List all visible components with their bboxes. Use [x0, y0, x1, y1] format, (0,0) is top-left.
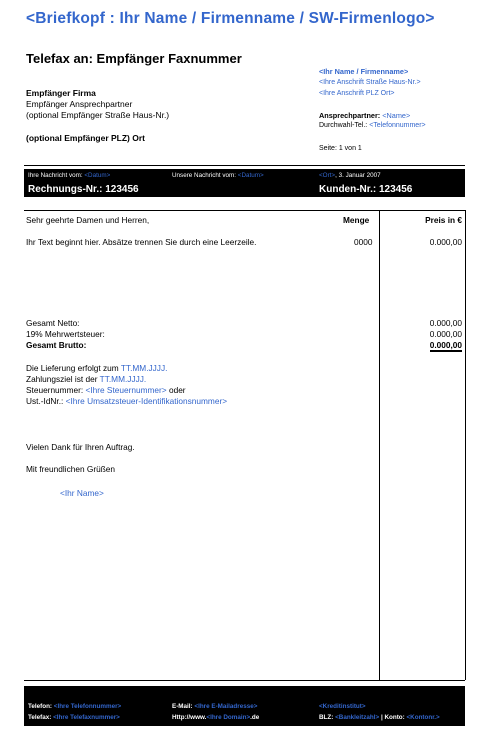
customer-number: Kunden-Nr.: 123456 — [319, 184, 413, 195]
footer-blz-label: BLZ: — [319, 714, 334, 721]
vat-value: 0.000,00 — [429, 329, 462, 339]
recipient-company: Empfänger Firma — [26, 88, 96, 98]
signature-name: <Ihr Name> — [60, 488, 104, 498]
thanks-text: Vielen Dank für Ihren Auftrag. — [26, 442, 135, 452]
divider-footer — [24, 680, 465, 681]
delivery-date-value: TT.MM.JJJJ. — [120, 363, 168, 373]
net-total-label: Gesamt Netto: — [26, 318, 80, 328]
footer-bank: <Kreditinstitut> — [319, 703, 366, 710]
place-value: <Ort> — [319, 172, 336, 179]
gross-total-value: 0.000,00 — [429, 340, 462, 350]
divider-table — [24, 210, 465, 211]
footer-web-suffix: .de — [250, 714, 260, 721]
footer-fax-value: <Ihre Telefaxnummer> — [53, 714, 120, 721]
payment-date — [26, 374, 146, 384]
footer-web — [172, 714, 259, 721]
our-message-date — [172, 172, 264, 179]
sender-name: <Ihr Name / Firmenname> — [319, 67, 409, 76]
item-quantity: 0000 — [354, 237, 373, 247]
recipient-contact: Empfänger Ansprechpartner — [26, 99, 133, 109]
recipient-street: (optional Empfänger Straße Haus-Nr.) — [26, 110, 170, 120]
footer-bank-details — [319, 714, 440, 721]
delivery-date — [26, 363, 167, 373]
footer-web-value: <Ihre Domain> — [206, 714, 251, 721]
column-header-quantity: Menge — [343, 215, 370, 225]
footer-blz-value: <Bankleitzahl> — [335, 714, 380, 721]
regards-text: Mit freundlichen Grüßen — [26, 464, 116, 474]
footer-email-label: E-Mail: — [172, 703, 193, 710]
our-message-label: Unsere Nachricht vom: — [172, 172, 237, 179]
date-value: , 3. Januar 2007 — [335, 172, 381, 179]
sender-city: <Ihre Anschrift PLZ Ort> — [319, 90, 395, 97]
page-number: Seite: 1 von 1 — [319, 145, 362, 152]
footer-bar — [24, 686, 465, 726]
vat-id — [26, 396, 227, 406]
footer-phone — [28, 703, 121, 710]
sender-extension — [319, 122, 426, 129]
payment-prefix: Zahlungsziel ist der — [26, 374, 100, 384]
letterhead-title: <Briefkopf : Ihr Name / Firmenname / SW-Firmenlogo> — [26, 10, 435, 27]
sender-extension-label: Durchwahl-Tel.: — [319, 122, 368, 129]
salutation: Sehr geehrte Damen und Herren, — [26, 215, 150, 225]
payment-date-value: TT.MM.JJJJ. — [99, 374, 147, 384]
divider-top — [24, 165, 465, 166]
sender-contact — [319, 111, 410, 120]
vat-label: 19% Mehrwertsteuer: — [26, 329, 105, 339]
sender-extension-value: <Telefonnummer> — [369, 122, 426, 129]
vat-id-value: <Ihre Umsatzsteuer-Identifikationsnummer> — [65, 396, 228, 406]
footer-web-prefix: Http://www. — [172, 714, 207, 721]
our-message-value: <Datum> — [237, 172, 264, 179]
tax-value: <Ihre Steuernummer> — [85, 385, 167, 395]
your-message-value: <Datum> — [84, 172, 111, 179]
place-date — [319, 172, 381, 179]
vat-id-prefix: Ust.-IdNr.: — [26, 396, 66, 406]
body-text: Ihr Text beginnt hier. Absätze trennen Sie durch eine Leerzeile. — [26, 237, 257, 247]
your-message-label: Ihre Nachricht vom: — [28, 172, 83, 179]
sender-contact-value: <Name> — [382, 111, 411, 120]
tax-suffix: oder — [166, 385, 186, 395]
column-divider-right — [465, 210, 466, 680]
footer-phone-value: <Ihre Telefonnummer> — [53, 703, 122, 710]
footer-account-value: <Kontonr.> — [406, 714, 440, 721]
net-total-value: 0.000,00 — [429, 318, 462, 328]
delivery-prefix: Die Lieferung erfolgt zum — [26, 363, 121, 373]
recipient-city: (optional Empfänger PLZ) Ort — [26, 133, 145, 143]
footer-email — [172, 703, 257, 710]
footer-fax-label: Telefax: — [28, 714, 52, 721]
column-divider-left — [379, 210, 380, 680]
info-bar — [24, 169, 465, 197]
footer-fax — [28, 714, 120, 721]
gross-total-label: Gesamt Brutto: — [26, 340, 87, 350]
footer-phone-label: Telefon: — [28, 703, 53, 710]
tax-number — [26, 385, 186, 395]
item-price: 0.000,00 — [429, 237, 462, 247]
sender-street: <Ihre Anschrift Straße Haus-Nr.> — [319, 79, 421, 86]
tax-prefix: Steuernummer: — [26, 385, 86, 395]
sender-contact-label: Ansprechpartner: — [319, 111, 381, 120]
fax-title: Telefax an: Empfänger Faxnummer — [26, 51, 242, 66]
invoice-number: Rechnungs-Nr.: 123456 — [28, 184, 139, 195]
footer-account-label: | Konto: — [380, 714, 405, 721]
your-message-date — [28, 172, 110, 179]
footer-email-value: <Ihre E-Mailadresse> — [194, 703, 258, 710]
column-header-price: Preis in € — [425, 215, 462, 225]
